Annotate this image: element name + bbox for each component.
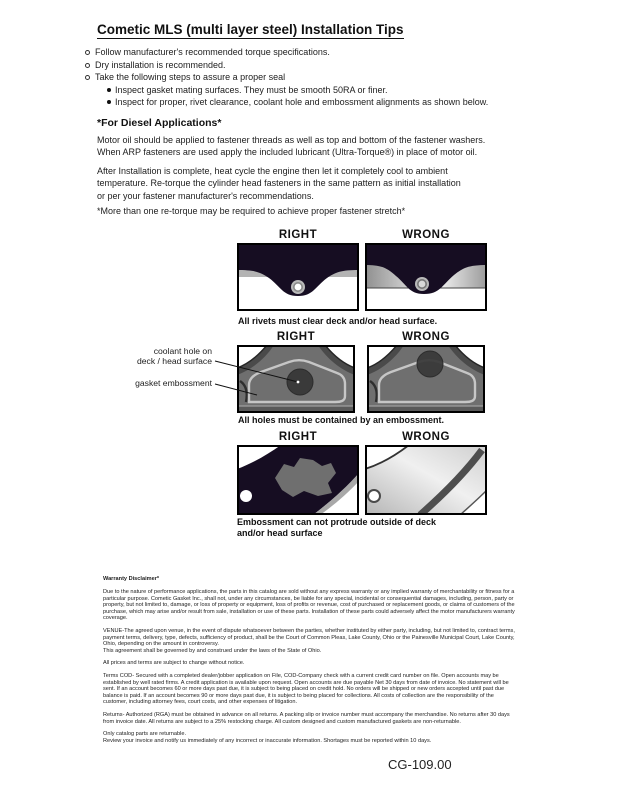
list-item [107,84,555,97]
fig3-caption: Embossment can not protrude outside of deck and/or head surface [237,517,437,538]
installation-tips-list [85,46,555,109]
bolt-hole [368,490,380,502]
fig3-right-label: RIGHT [278,431,318,443]
gasket-embossment-label: gasket embossment [135,378,212,388]
bolt-hole [240,490,252,502]
fig1-caption: All rivets must clear deck and/or head surface. [238,316,438,326]
deck-edge-right-diagram [237,445,359,515]
disclaimer-heading: Warranty Disclaimer* [103,576,160,582]
paragraph-line: After Installation is complete, heat cycle the engine then let it completely cool to ambient [97,166,448,176]
filled-bullet-icon [107,88,111,92]
fig1-wrong-label: WRONG [402,229,450,241]
filled-bullet-icon [107,100,111,104]
tip-text: Dry installation is recommended. [95,59,226,70]
list-item [107,96,555,109]
disclaimer-paragraph: Returns- Authorized (RGA) must be obtained in advance on all returns. A packing slip or invoice number must accompany the merchandise. No returns after 30 days from invoice date. All returns are subject to a 25% restocking charge. All custom designed and custom manufactured gaskets are non-returnable. [103,712,510,725]
paragraph-line: Motor oil should be applied to fastener threads as well as top and bottom of the fastener washers. [97,135,486,145]
rivet-icon [291,280,305,294]
hollow-bullet-icon [85,63,90,68]
coolant-hole-label: coolant hole on deck / head surface [136,346,212,366]
diesel-paragraph-1 [97,134,485,159]
leader-lines [210,353,305,399]
fig1-right-label: RIGHT [278,229,318,241]
disclaimer-paragraph: Terms COD- Secured with a completed dealer/jobber application on File, COD-Company check with a current credit card number on file. Open accounts may be established by well rated firms. A credit application is available upon request. Open accounts are due payable Net 30 days from date of invoice. No statement will be sent. If an account becomes 60 or more days past due, it is subject to being placed on credit hold. No orders will be shipped or new orders accepted until past due balance is paid. If an account becomes 90 or more days past due, it is subject to being placed for collections. All costs of collection are the responsibility of the customer, including attorney fees, court costs, and other expenses of litigation. [103,673,509,706]
disclaimer-paragraph: All prices and terms are subject to change without notice. [103,660,245,667]
paragraph-line: temperature. Re-torque the cylinder head fasteners in the same pattern as initial installation [97,178,461,189]
tip-text: Take the following steps to assure a proper seal [95,72,286,83]
list-item [85,59,555,72]
disclaimer-paragraph: Due to the nature of performance applications, the parts in this catalog are sold without any express warranty or any implied warranty of merchantability or fitness for a particular purpose. Cometic Gasket Inc., shall not, under any circumstances, be liable for any special, incidental or consequential damages, including, person, party or property, but not limited to, damage, or loss of property or equipment, loss of profits or revenue, cost of purchased or replacement goods, or claims of customers of the purchase, which may arise and/or result from sale, installation or use of these parts. Installation of these parts could adversely affect the motor manufacturers warranty coverage. [103,589,515,622]
rivet-clearance-wrong-diagram [365,243,487,311]
hollow-bullet-icon [85,50,90,55]
disclaimer-paragraph: VENUE-The agreed upon venue, in the event of dispute whatsoever between the parties, whether instituted by either party, including, but not limited to, contract terms, payment terms, delivery, type, defects, sufficiency of product, shall be the Court of Common Pleas, Lake County, Ohio or the Painesville Municipal Court, Lake County, Ohio, depending on the amount in controversy. [103,628,515,648]
diesel-paragraph-2 [97,165,461,202]
hollow-bullet-icon [85,75,90,80]
fig2-caption: All holes must be contained by an embossment. [238,415,445,425]
page-code: CG-109.00 [388,757,452,772]
sub-tip-text: Inspect gasket mating surfaces. They must be smooth 50RA or finer. [115,84,388,95]
disclaimer-paragraph: This agreement shall be governed by and construed under the laws of the State of Ohio. [103,647,322,654]
paragraph-line: When ARP fasteners are used apply the included lubricant (Ultra-Torque®) in place of motor oil. [97,147,478,158]
sub-tip-text: Inspect for proper, rivet clearance, coolant hole and embossment alignments as shown below. [115,97,489,108]
fig3-wrong-label: WRONG [402,431,450,443]
fig2-wrong-label: WRONG [402,331,450,343]
paragraph-line: or per your fastener manufacturer's recommendations. [97,190,314,201]
list-item [85,71,555,84]
page-title: Cometic MLS (multi layer steel) Installation Tips [97,22,404,37]
disclaimer-paragraph: Only catalog parts are returnable. [103,731,187,738]
tip-text: Follow manufacturer's recommended torque specifications. [95,47,330,57]
list-item [85,46,555,59]
fig2-right-label: RIGHT [276,331,316,343]
retorque-note: *More than one re-torque may be required to achieve proper fastener stretch* [97,206,406,216]
warranty-disclaimer [103,576,519,750]
rivet-icon [415,277,429,291]
rivet-clearance-right-diagram [237,243,359,311]
diesel-applications-heading: *For Diesel Applications* [97,117,222,129]
embossment-wrong-diagram [367,345,485,413]
deck-edge-wrong-diagram [365,445,487,515]
coolant-hole [417,351,443,377]
disclaimer-paragraph: Review your invoice and notify us immediately of any incorrect or inaccurate information. Shortages must be reported within 10 days. [103,737,432,744]
